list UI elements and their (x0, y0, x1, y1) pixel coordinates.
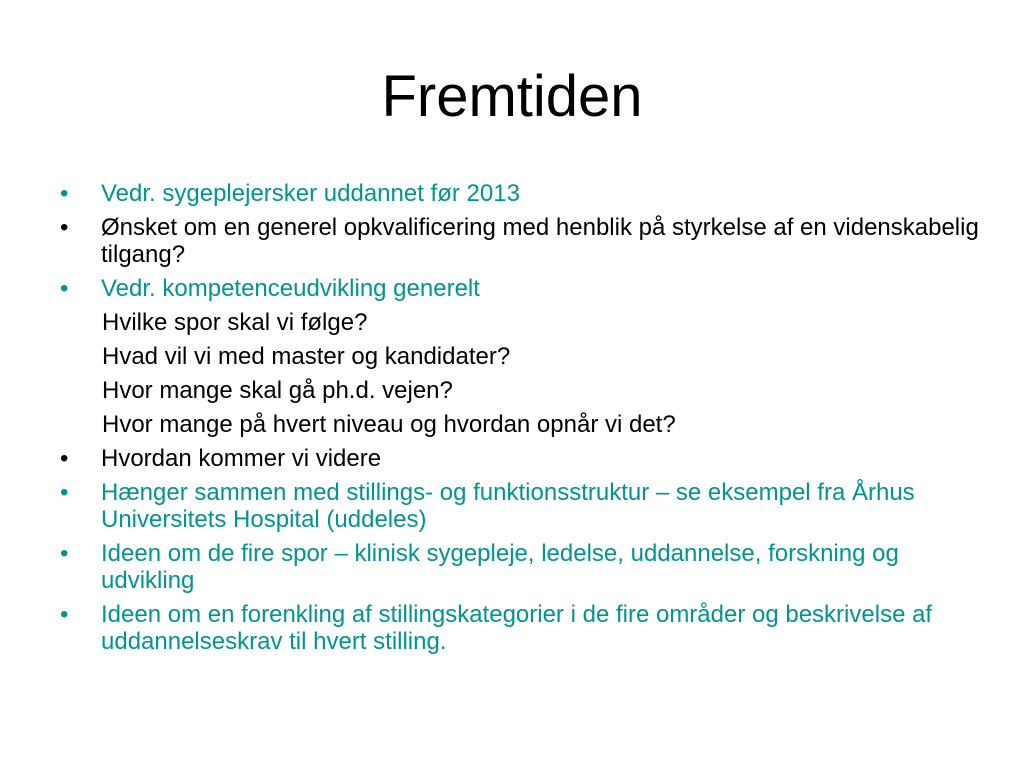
list-item-text: Ideen om de fire spor – klinisk sygepleje, ledelse, uddannelse, forskning og udvikling (101, 540, 899, 594)
bullet-list (60, 180, 980, 662)
bullet-icon: • (60, 479, 69, 506)
bullet-icon: • (60, 445, 69, 472)
list-item-text: Hænger sammen med stillings- og funktionsstruktur – se eksempel fra Århus Universitets Hospital (uddeles) (101, 479, 915, 533)
list-item-text: Hvilke spor skal vi følge? (102, 309, 368, 336)
list-item (60, 540, 980, 594)
list-item-text: Vedr. sygeplejersker uddannet før 2013 (101, 180, 520, 207)
bullet-icon: • (60, 180, 69, 207)
slide-title: Fremtiden (381, 64, 643, 129)
list-item (60, 445, 980, 472)
list-item-text: Hvor mange skal gå ph.d. vejen? (102, 377, 453, 404)
list-item (60, 479, 980, 533)
list-item-text: Ideen om en forenkling af stillingskategorier i de fire områder og beskrivelse af uddannelseskrav til hvert stilling. (101, 601, 933, 655)
list-item (60, 377, 980, 404)
list-item-text: Vedr. kompetenceudvikling generelt (101, 275, 480, 302)
list-item-text: Hvordan kommer vi videre (101, 445, 382, 472)
list-item (60, 411, 980, 438)
list-item-text: Ønsket om en generel opkvalificering med henblik på styrkelse af en videnskabelig tilgang? (101, 214, 979, 268)
bullet-icon: • (60, 214, 69, 241)
bullet-icon: • (60, 275, 69, 302)
list-item (60, 309, 980, 336)
list-item (60, 275, 980, 302)
list-item (60, 601, 980, 655)
bullet-icon: • (60, 540, 69, 567)
list-item-text: Hvor mange på hvert niveau og hvordan opnår vi det? (102, 411, 676, 438)
list-item (60, 214, 980, 268)
list-item-text: Hvad vil vi med master og kandidater? (102, 343, 511, 370)
bullet-icon: • (60, 601, 69, 628)
list-item (60, 343, 980, 370)
list-item (60, 180, 980, 207)
